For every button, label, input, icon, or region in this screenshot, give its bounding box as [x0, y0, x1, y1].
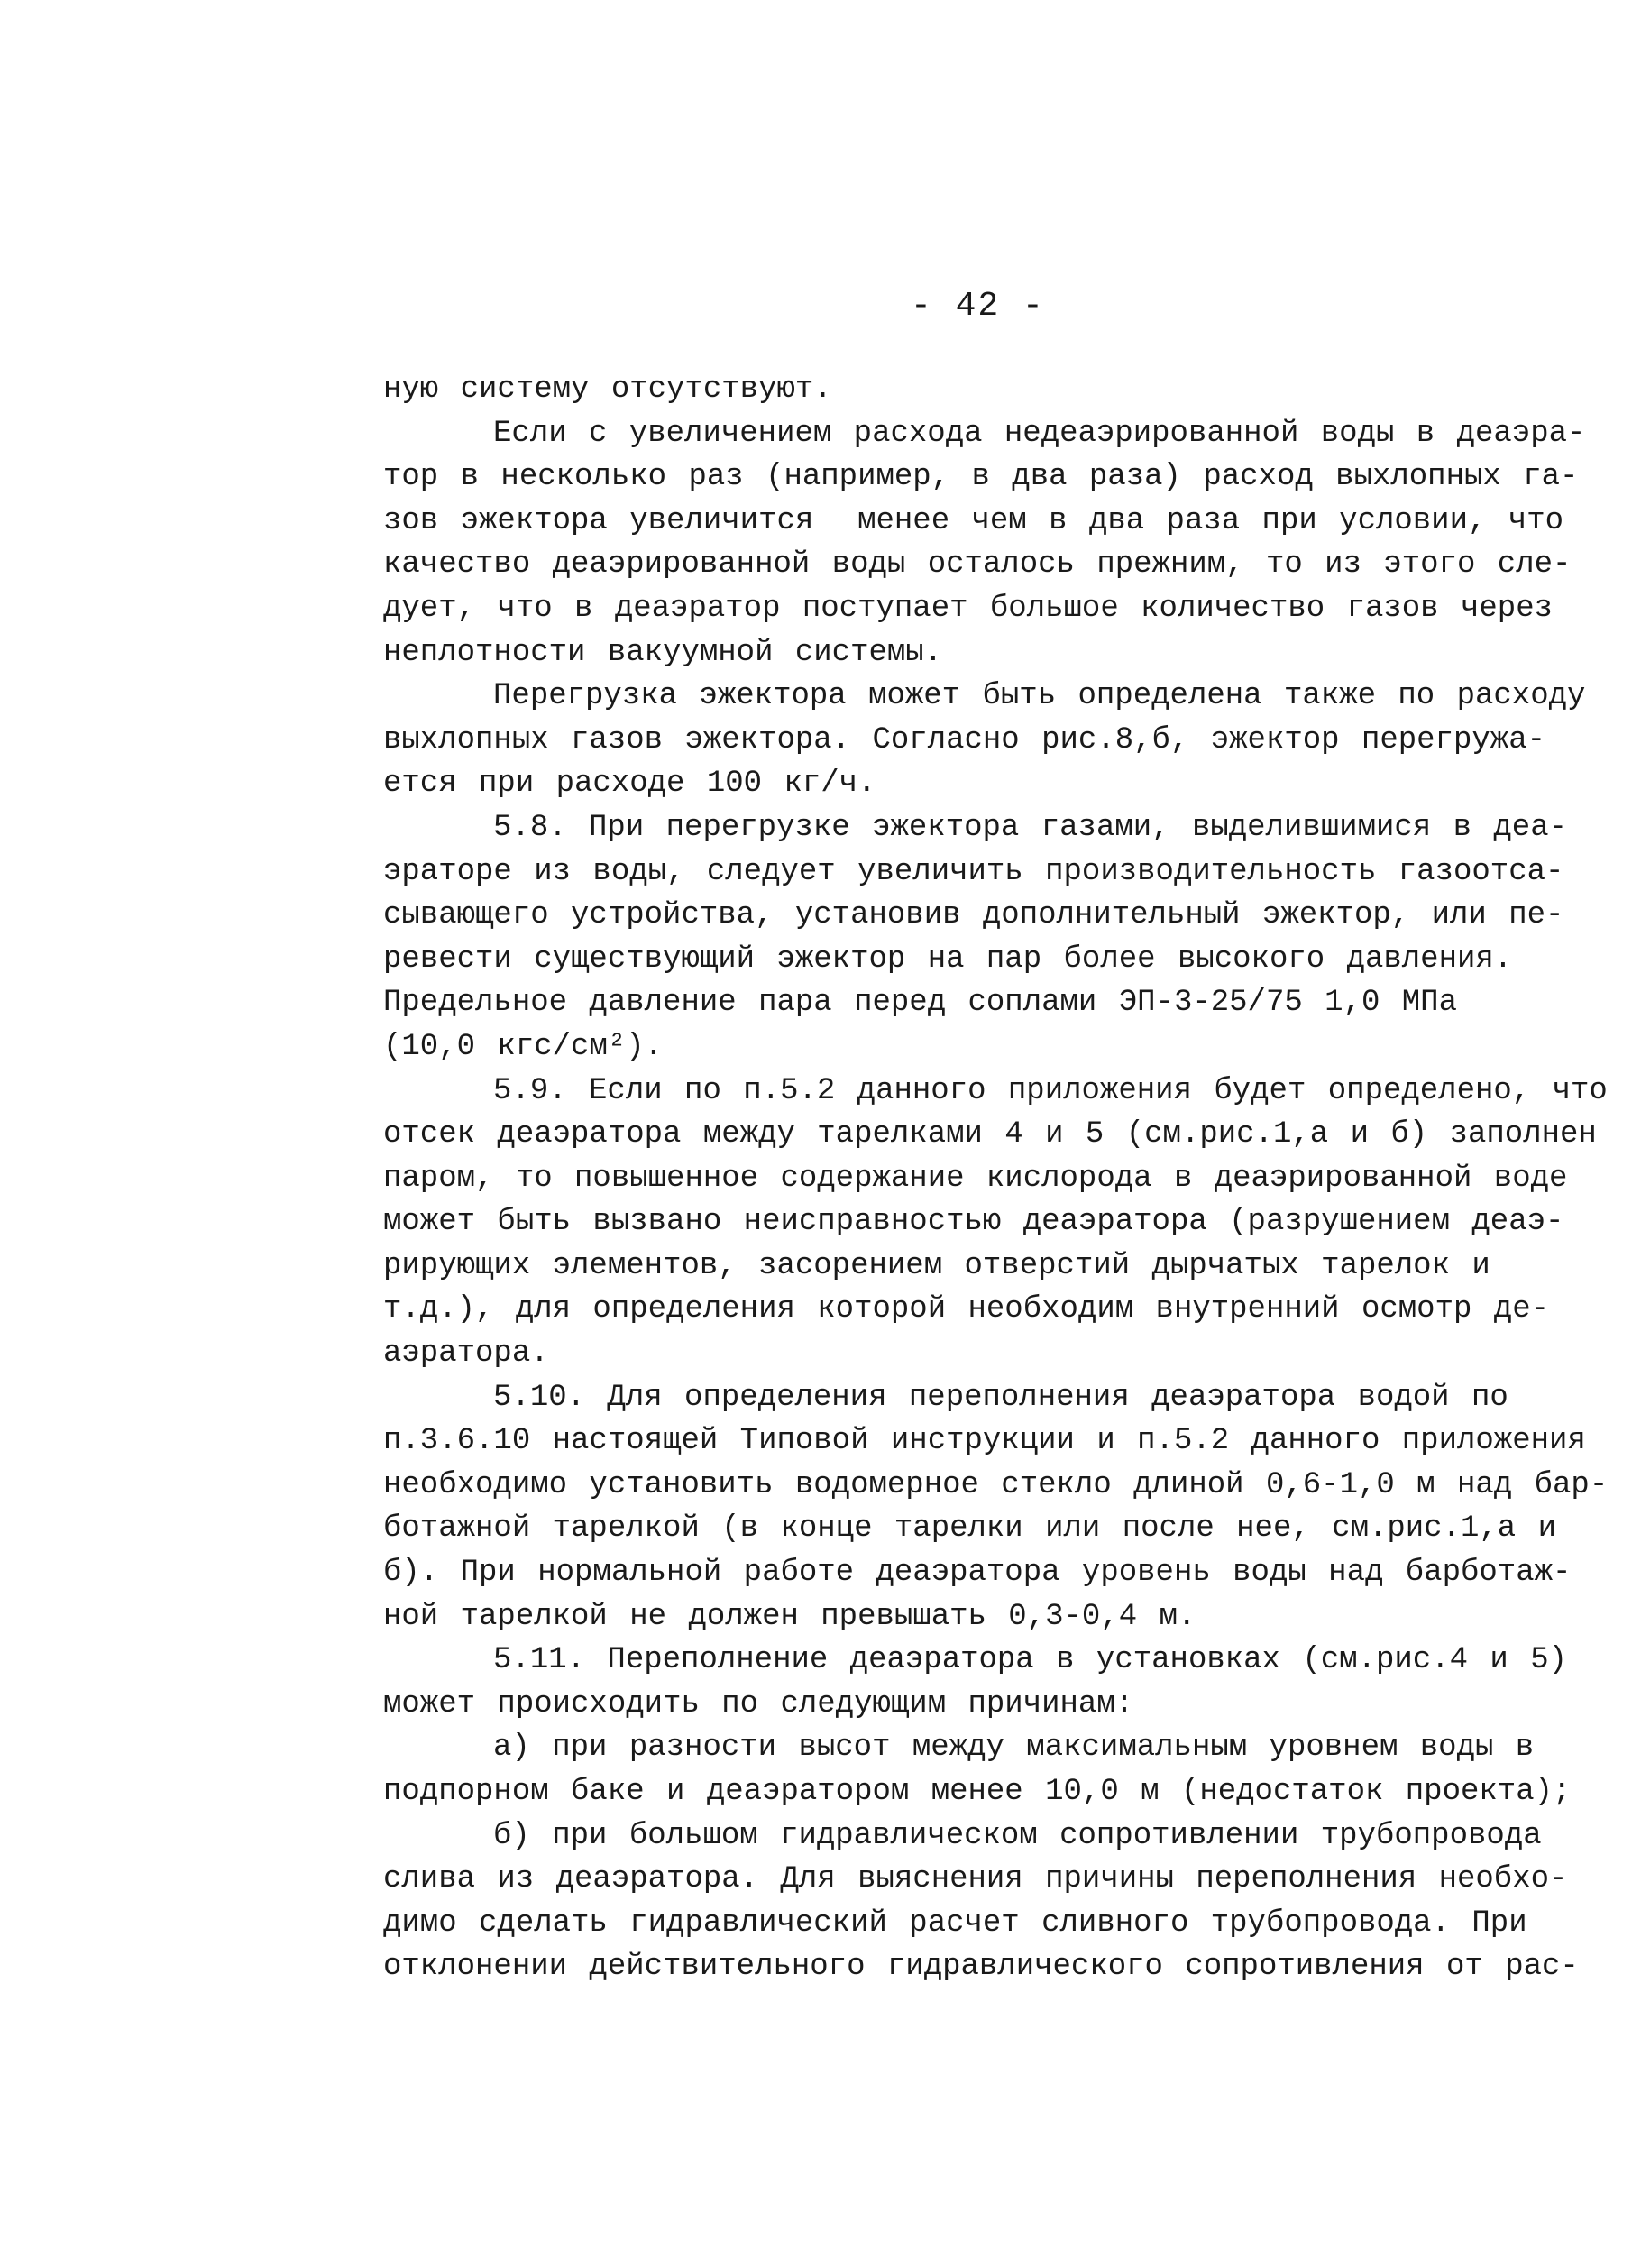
text-line: 5.8. При перегрузке эжектора газами, выделившимися в деа-	[383, 810, 1568, 845]
text-line: ботажной тарелкой (в конце тарелки или после нее, см.рис.1,а и	[383, 1511, 1557, 1547]
text-line: а) при разности высот между максимальным уровнем воды в	[383, 1731, 1535, 1766]
text-line: необходимо установить водомерное стекло длиной 0,6-1,0 м над бар-	[383, 1467, 1609, 1502]
text-line: ной тарелкой не должен превышать 0,3-0,4 м.	[383, 1599, 1196, 1634]
text-line: 5.9. Если по п.5.2 данного приложения будет определено, что	[383, 1073, 1608, 1108]
text-line: сывающего устройства, установив дополнительный эжектор, или пе-	[383, 898, 1564, 933]
text-line: Если с увеличением расхода недеаэрированной воды в деаэра-	[383, 416, 1586, 451]
text-line: Перегрузка эжектора может быть определена также по расходу	[383, 679, 1586, 714]
text-line: т.д.), для определения которой необходим внутренний осмотр де-	[383, 1292, 1550, 1327]
text-line: отклонении действительного гидравлического сопротивления от рас-	[383, 1950, 1579, 1985]
text-line: 5.10. Для определения переполнения деаэратора водой по	[383, 1380, 1508, 1415]
text-line: качество деаэрированной воды осталось прежним, то из этого сле-	[383, 547, 1572, 583]
text-line: подпорном баке и деаэратором менее 10,0 м (недостаток проекта);	[383, 1775, 1572, 1809]
text-line: слива из деаэратора. Для выяснения причины переполнения необхо-	[383, 1862, 1568, 1897]
text-line: Предельное давление пара перед соплами ЭП-3-25/75 1,0 МПа	[383, 986, 1457, 1021]
text-line: димо сделать гидравлический расчет сливного трубопровода. При	[383, 1905, 1527, 1941]
text-line: ется при расходе 100 кг/ч.	[383, 767, 876, 802]
text-line: ревести существующий эжектор на пар более высокого давления.	[383, 941, 1513, 977]
text-line: зов эжектора увеличится менее чем в два раза при условии, что	[383, 503, 1564, 538]
text-line: п.3.6.10 настоящей Типовой инструкции и п.5.2 данного приложения	[383, 1424, 1586, 1459]
text-line: дует, что в деаэратор поступает большое количество газов через	[383, 591, 1554, 626]
text-line: может быть вызвано неисправностью деаэратора (разрушением деаэ-	[383, 1205, 1564, 1240]
text-line: ную систему отсутствуют.	[383, 372, 832, 407]
text-line: отсек деаэратора между тарелками 4 и 5 (см.рис.1,а и б) заполнен	[383, 1117, 1597, 1152]
text-line: выхлопных газов эжектора. Согласно рис.8,б, эжектор перегружа-	[383, 722, 1546, 758]
text-line: может происходить по следующим причинам:	[383, 1686, 1134, 1722]
text-line: эраторе из воды, следует увеличить производительность газоотса-	[383, 854, 1564, 889]
text-line: тор в несколько раз (например, в два раза) расход выхлопных га-	[383, 460, 1579, 495]
text-line: рирующих элементов, засорением отверстий дырчатых тарелок и	[383, 1248, 1490, 1283]
text-line: (10,0 кгс/см²).	[383, 1029, 664, 1064]
text-line: паром, то повышенное содержание кислорода в деаэрированной воде	[383, 1161, 1568, 1196]
text-line: б). При нормальной работе деаэратора уровень воды над барботаж-	[383, 1556, 1572, 1591]
page-number: - 42 -	[911, 287, 1045, 326]
text-line: 5.11. Переполнение деаэратора в установках (см.рис.4 и 5)	[383, 1643, 1568, 1678]
text-line: неплотности вакуумной системы.	[383, 635, 943, 670]
text-line: б) при большом гидравлическом сопротивлении трубопровода	[383, 1818, 1542, 1853]
document-body	[383, 368, 1609, 1989]
text-line: аэратора.	[383, 1336, 549, 1372]
